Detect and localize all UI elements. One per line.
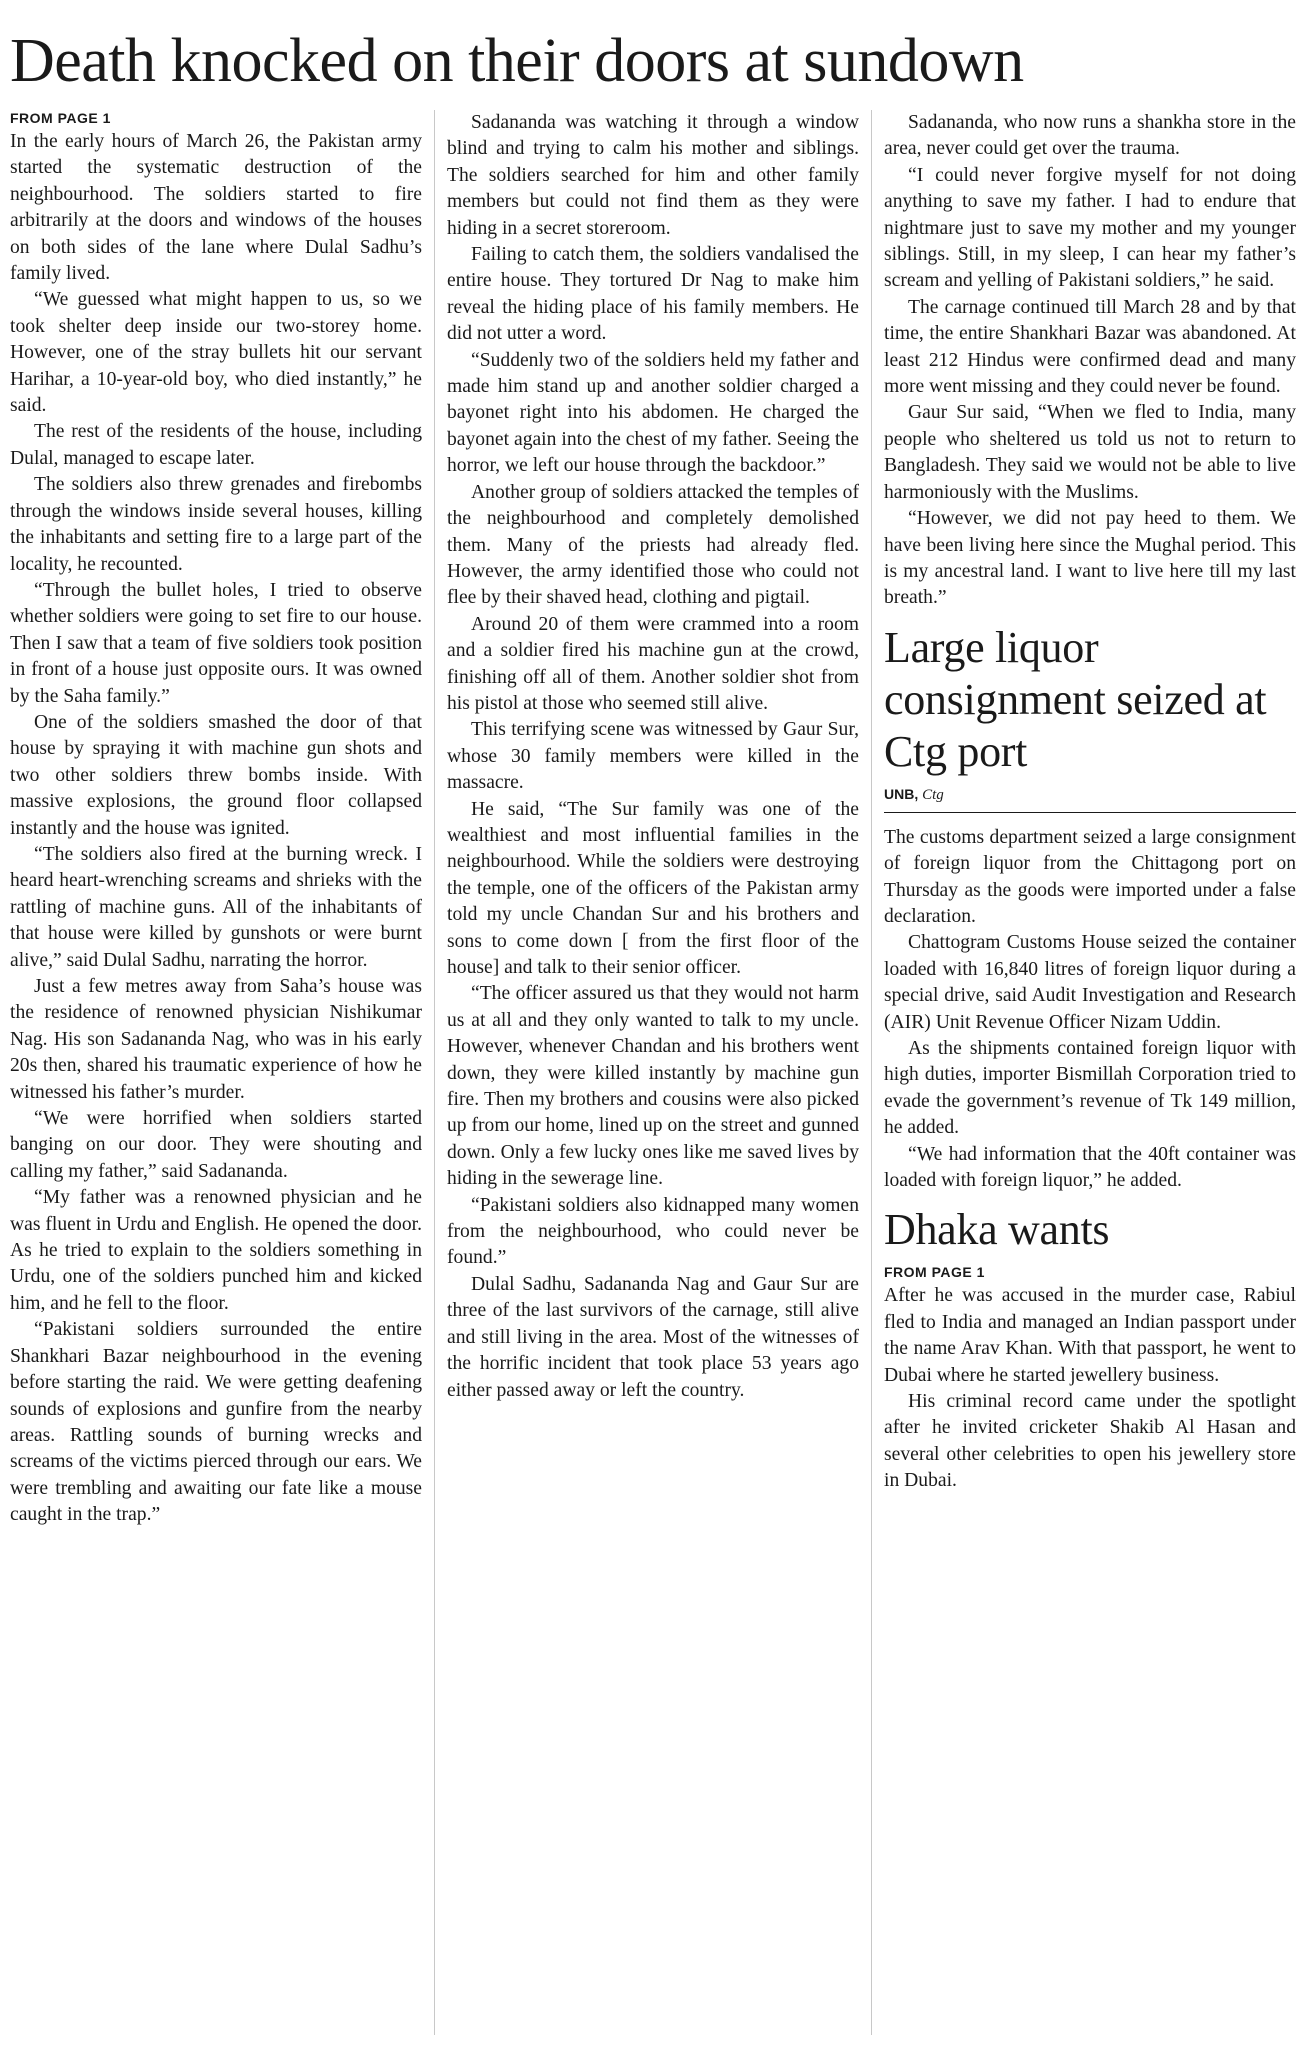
- article-paragraph: He said, “The Sur family was one of the wealthiest and most influential families in the neighbourhood. While the soldiers were destroying the temple, one of the officers of the Pakistan army told my uncle Chandan Sur and his brothers and sons to come down [ from the first floor of the house] and talk to their senior officer.: [447, 798, 859, 978]
- column-2: [447, 110, 859, 2040]
- article-paragraph: “Pakistani soldiers also kidnapped many women from the neighbourhood, who could never be found.”: [447, 1194, 859, 1269]
- article-paragraph: Gaur Sur said, “When we fled to India, many people who sheltered us told us not to return to Bangladesh. They said we would not be able to live harmoniously with the Muslims.: [884, 402, 1296, 503]
- byline-location: Ctg: [922, 786, 944, 803]
- article-paragraph: Around 20 of them were crammed into a room and a soldier fired his machine gun at the crowd, finishing off all of them. Another soldier shot from his pistol at those who seemed still alive.: [447, 613, 859, 714]
- main-headline: Death knocked on their doors at sundown: [10, 27, 1024, 95]
- article-paragraph: “However, we did not pay heed to them. We have been living here since the Mughal period. This is my ancestral land. I want to live here till my last breath.”: [884, 508, 1296, 609]
- article-paragraph: The rest of the residents of the house, including Dulal, managed to escape later.: [10, 421, 422, 469]
- dhaka-headline: Dhaka wants: [884, 1205, 1110, 1255]
- article-paragraph: “I could never forgive myself for not doing anything to save my father. I had to endure that nightmare just to save my mother and my younger siblings. Still, in my sleep, I can hear my father’s scream and yelling of Pakistani soldiers,” he said.: [884, 164, 1296, 292]
- article-paragraph: Sadananda, who now runs a shankha store in the area, never could get over the trauma.: [884, 112, 1296, 160]
- article-paragraph: The carnage continued till March 28 and by that time, the entire Shankhari Bazar was abandoned. At least 212 Hindus were confirmed dead and many more went missing and they could never be found.: [884, 296, 1296, 398]
- article-paragraph: “My father was a renowned physician and he was fluent in Urdu and English. He opened the door. As he tried to explain to the soldiers something in Urdu, one of the soldiers punched him and kicked him, and he fell to the floor.: [10, 1187, 422, 1314]
- column-3: [884, 110, 1296, 2040]
- liquor-byline: [884, 786, 1296, 804]
- continuation-tag: FROM PAGE 1: [884, 1264, 985, 1281]
- article-paragraph: The soldiers also threw grenades and firebombs through the windows inside several houses, killing the inhabitants and setting fire to a large part of the locality, he recounted.: [10, 474, 422, 575]
- article-paragraph: “Pakistani soldiers surrounded the entire Shankhari Bazar neighbourhood in the evening before starting the raid. We were getting deafening sounds of explosions and gunfire from the nearby areas. Rattling sounds of burning wrecks and screams of the victims pierced through our ears. We were trembling and awaiting our fate like a mouse caught in the trap.”: [10, 1319, 422, 1526]
- article-paragraph: The customs department seized a large consignment of foreign liquor from the Chittagong port on Thursday as the goods were imported under a false declaration.: [884, 826, 1296, 927]
- article-paragraph: After he was accused in the murder case, Rabiul fled to India and managed an Indian passport under the name Arav Khan. With that passport, he went to Dubai where he started jewellery business.: [884, 1285, 1296, 1386]
- article-paragraph: Just a few metres away from Saha’s house was the residence of renowned physician Nishikumar Nag. His son Sadananda Nag, who was in his early 20s then, shared his traumatic experience of how he witnessed his father’s murder.: [10, 976, 422, 1103]
- article-paragraph: His criminal record came under the spotlight after he invited cricketer Shakib Al Hasan and several other celebrities to open his jewellery store in Dubai.: [884, 1391, 1296, 1492]
- article-paragraph: “The soldiers also fired at the burning wreck. I heard heart-wrenching screams and shrieks with the rattling of machine guns. All of the inhabitants of that house were killed by gunshots or were burnt alive,” said Dulal Sadhu, narrating the horror.: [10, 843, 422, 971]
- article-paragraph: In the early hours of March 26, the Pakistan army started the systematic destruction of the neighbourhood. The soldiers started to fire arbitrarily at the doors and windows of the houses on both sides of the lane where Dulal Sadhu’s family lived.: [10, 131, 422, 285]
- article-paragraph: Another group of soldiers attacked the temples of the neighbourhood and completely demolished them. Many of the priests had already fled. However, the army identified those who could not flee by their shaved head, clothing and pigtail.: [447, 481, 859, 609]
- story-divider: [884, 812, 1296, 813]
- article-paragraph: “The officer assured us that they would not harm us at all and they only wanted to talk to my uncle. However, whenever Chandan and his brothers went down, they were killed instantly by machine gun fire. Then my brothers and cousins were also picked up from our home, lined up on the street and gunned down. Only a few lucky ones like me saved lives by hiding in the sewerage line.: [447, 983, 859, 1190]
- article-paragraph: Chattogram Customs House seized the container loaded with 16,840 litres of foreign liquor during a special drive, said Audit Investigation and Research (AIR) Unit Revenue Officer Nizam Uddin.: [884, 932, 1296, 1033]
- article-paragraph: “We guessed what might happen to us, so we took shelter deep inside our two-storey home. However, one of the stray bullets hit our servant Harihar, a 10-year-old boy, who died instantly,” he said.: [10, 289, 422, 417]
- article-paragraph: One of the soldiers smashed the door of that house by spraying it with machine gun shots and two other soldiers threw bombs inside. With massive explosions, the ground floor collapsed instantly and the house was ignited.: [10, 711, 422, 839]
- column-1: [10, 110, 422, 2040]
- article-paragraph: This terrifying scene was witnessed by Gaur Sur, whose 30 family members were killed in the massacre.: [447, 719, 859, 794]
- article-paragraph: “Through the bullet holes, I tried to observe whether soldiers were going to set fire to our house. Then I saw that a team of five soldiers took position in front of a house just opposite ours. It was owned by the Saha family.”: [10, 579, 422, 707]
- article-paragraph: “We were horrified when soldiers started banging on our door. They were shouting and calling my father,” said Sadananda.: [10, 1108, 422, 1182]
- article-paragraph: As the shipments contained foreign liquor with high duties, importer Bismillah Corporation tried to evade the government’s revenue of Tk 149 million, he added.: [884, 1037, 1296, 1139]
- article-paragraph: Sadananda was watching it through a window blind and trying to calm his mother and siblings. The soldiers searched for him and other family members but could not find them as they were hiding in a secret storeroom.: [447, 112, 859, 239]
- article-paragraph: Dulal Sadhu, Sadananda Nag and Gaur Sur are three of the last survivors of the carnage, still alive and still living in the area. Most of the witnesses of the horrific incident that took place 53 years ago either passed away or left the country.: [447, 1273, 859, 1401]
- article-columns: [10, 110, 1296, 2040]
- liquor-headline: Large liquor consignment seized at Ctg port: [884, 622, 1267, 776]
- article-paragraph: Failing to catch them, the soldiers vandalised the entire house. They tortured Dr Nag to make him reveal the hiding place of his family members. He did not utter a word.: [447, 244, 859, 345]
- continuation-tag: FROM PAGE 1: [10, 110, 111, 126]
- byline-agency: UNB,: [884, 785, 919, 802]
- article-paragraph: “Suddenly two of the soldiers held my father and made him stand up and another soldier charged a bayonet right into his abdomen. He charged the bayonet again into the chest of my father. Seeing the horror, we left our house through the backdoor.”: [447, 349, 859, 477]
- article-paragraph: “We had information that the 40ft container was loaded with foreign liquor,” he added.: [884, 1143, 1296, 1191]
